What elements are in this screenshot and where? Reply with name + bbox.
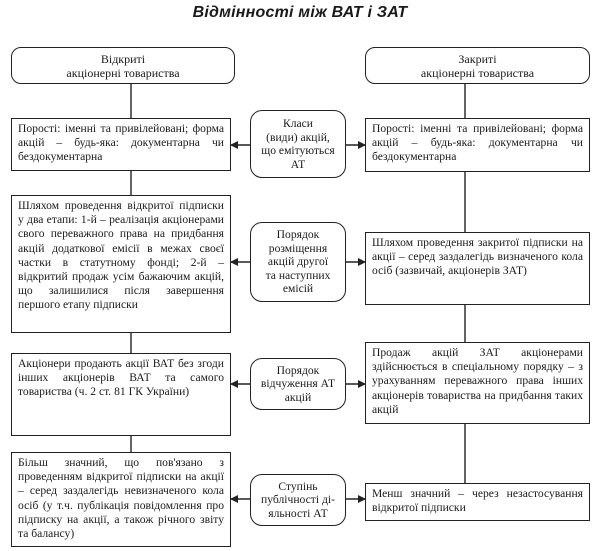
middle-label-row-3 [250, 358, 346, 410]
middle-label-row-1 [250, 110, 346, 178]
right-header-label: Закриті акціонерні товариства [420, 52, 535, 80]
left-box-row-2-text: Шляхом проведення відкритої підписки у два етапи: 1-й – реалізація акціонерами свого переважного права на придбання акцій додаткової емісії в межах своєї частки в статутному фонді; 2-й – відкритий продаж усім бажаючим акцій, що залишилися після завершення першого етапу підписки [18, 199, 224, 312]
middle-label-row-3-text: Порядок відчуження АТ акцій [260, 363, 336, 404]
right-box-row-2 [365, 232, 590, 305]
middle-label-row-4 [250, 474, 346, 526]
left-box-row-1-text: Пороcті: іменні та привілейовані; форма акцій – будь-яка: документарна чи бездокументарна [18, 122, 224, 164]
left-header-label: Відкриті акціонерні товариства [66, 52, 180, 80]
middle-label-row-2 [250, 222, 346, 302]
left-box-row-3 [11, 353, 231, 436]
right-box-row-1-text: Пороcті: іменні та привілейовані; форма акцій – будь-яка: документарна чи бездокументарна [372, 122, 583, 164]
right-box-row-3 [365, 342, 590, 424]
page-title: Відмінності між ВАТ і ЗАТ [192, 4, 408, 21]
middle-label-row-1-text: Класи (види) акцій, що емітуються АТ [261, 117, 335, 171]
right-box-row-4-text: Менш значний – через незастосування відкритої підписки [372, 487, 583, 515]
left-box-row-4-text: Більш значний, що пов'язано з проведенням відкритої підписки на акції – серед заздалегідь невизначеного кола осіб (у т.ч. публікація повідомлення про підписку на акції, а також річного звіту та балансу) [18, 456, 224, 541]
right-column-header [365, 47, 590, 84]
middle-label-row-2-text: Порядок розміщення акцій другої та наступних емісій [265, 228, 331, 296]
right-box-row-2-text: Шляхом проведення закритої підписки на акції – серед заздалегідь визначеного кола осіб (зазвичай, акціонерів ЗАТ) [372, 236, 583, 278]
right-box-row-3-text: Продаж акцій ЗАТ акціонерами здійснюється в спеціальному порядку – з урахуванням переважного права інших акціонерів товариства на придбання таких акцій [372, 346, 583, 416]
left-box-row-4 [11, 452, 231, 547]
left-box-row-1 [11, 118, 231, 171]
right-box-row-4 [365, 483, 590, 521]
middle-label-row-4-text: Ступінь публічності ді- яльності АТ [261, 479, 335, 520]
left-box-row-2 [11, 195, 231, 333]
left-column-header [11, 47, 235, 84]
right-box-row-1 [365, 118, 590, 172]
left-box-row-3-text: Акціонери продають акції ВАТ без згоди інших акціонерів ВАТ та самого товариства (ч. 2 ст. 81 ГК України) [18, 357, 224, 399]
